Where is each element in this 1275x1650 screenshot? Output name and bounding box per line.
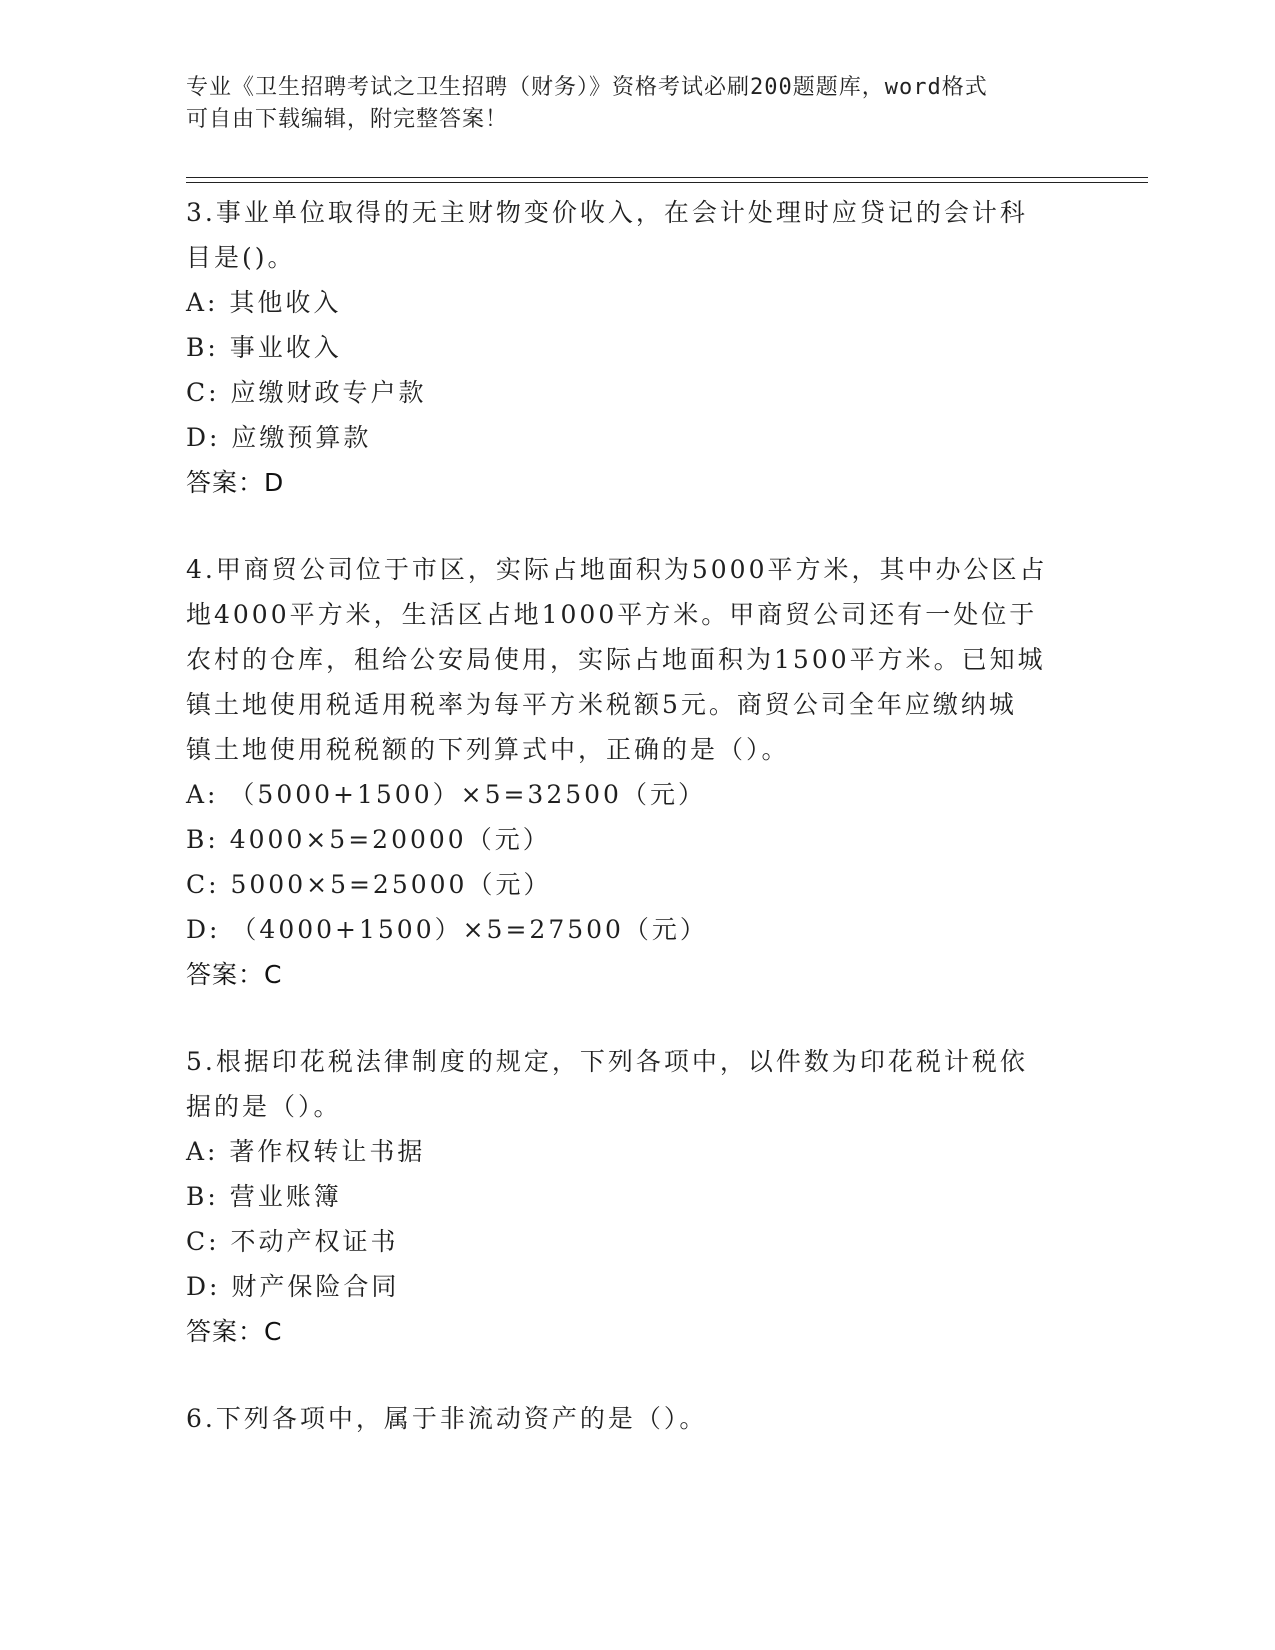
question-stem: 6.下列各项中，属于非流动资产的是（）。 (186, 1404, 708, 1433)
question-stem: 据的是（）。 (186, 1092, 342, 1121)
question-3 (186, 190, 1086, 505)
document-header (186, 72, 1066, 136)
option-c: C: 不动产权证书 (186, 1227, 399, 1256)
question-4 (186, 547, 1086, 997)
question-stem: 5.根据印花税法律制度的规定，下列各项中，以件数为印花税计税依 (186, 1047, 1028, 1076)
option-b: B: 营业账簿 (186, 1182, 342, 1211)
option-d: D: 财产保险合同 (186, 1272, 400, 1301)
header-line: 专业《卫生招聘考试之卫生招聘（财务）》资格考试必刷200题题库，word格式 (186, 75, 988, 100)
question-6 (186, 1396, 1086, 1441)
option-b: B: 4000×5=20000（元） (186, 825, 551, 854)
option-c: C: 5000×5=25000（元） (186, 870, 552, 899)
question-stem: 农村的仓库，租给公安局使用，实际占地面积为1500平方米。已知城 (186, 645, 1046, 674)
question-5 (186, 1039, 1086, 1354)
option-a: A: 其他收入 (186, 288, 342, 317)
question-list (186, 190, 1086, 1483)
option-b: B: 事业收入 (186, 333, 342, 362)
answer-label: 答案：C (186, 1317, 283, 1346)
answer-label: 答案：C (186, 960, 283, 989)
option-a: A: （5000+1500）×5=32500（元） (186, 780, 706, 809)
option-d: D: （4000+1500）×5=27500（元） (186, 915, 708, 944)
option-c: C: 应缴财政专户款 (186, 378, 427, 407)
question-stem: 地4000平方米，生活区占地1000平方米。甲商贸公司还有一处位于 (186, 600, 1038, 629)
header-rule-top (186, 177, 1148, 178)
question-stem: 3.事业单位取得的无主财物变价收入，在会计处理时应贷记的会计科 (186, 198, 1028, 227)
option-d: D: 应缴预算款 (186, 423, 372, 452)
question-stem: 目是()。 (186, 243, 296, 272)
header-line: 可自由下载编辑，附完整答案！ (186, 107, 509, 132)
header-rule-bottom (186, 182, 1148, 183)
answer-label: 答案：D (186, 468, 285, 497)
question-stem: 镇土地使用税税额的下列算式中，正确的是（）。 (186, 735, 790, 764)
question-stem: 镇土地使用税适用税率为每平方米税额5元。商贸公司全年应缴纳城 (186, 690, 1017, 719)
option-a: A: 著作权转让书据 (186, 1137, 426, 1166)
question-stem: 4.甲商贸公司位于市区，实际占地面积为5000平方米，其中办公区占 (186, 555, 1048, 584)
